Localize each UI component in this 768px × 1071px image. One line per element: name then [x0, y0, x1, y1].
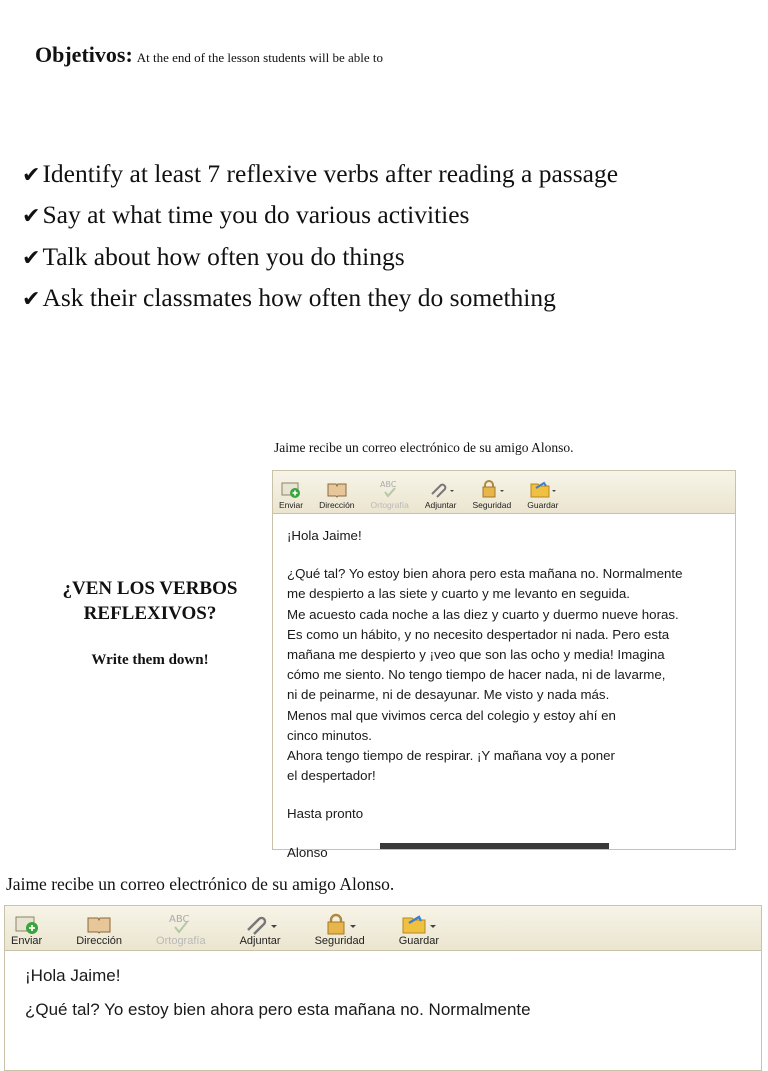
email-toolbar — [272, 470, 736, 514]
paperclip-icon — [428, 478, 454, 500]
send-button[interactable] — [279, 478, 303, 513]
dark-bar — [380, 843, 609, 849]
folder-icon — [401, 913, 437, 935]
save-label: Guardar — [527, 500, 559, 510]
email-line: cómo me siento. No tengo tiempo de hacer nada, ni de lavarme, — [287, 667, 666, 683]
spellcheck-icon — [378, 478, 402, 500]
email-greeting: ¡Hola Jaime! — [25, 966, 121, 985]
address-button[interactable] — [76, 913, 122, 950]
objectives-text: At the end of the lesson students will be able to — [136, 50, 383, 65]
folder-icon — [529, 478, 557, 500]
objectives-list — [22, 154, 618, 319]
email-line: Es como un hábito, y no necesito despertador ni nada. Pero esta — [287, 626, 670, 642]
attach-label: Adjuntar — [424, 500, 457, 510]
send-label: Enviar — [279, 500, 304, 510]
activity-title-line1: ¿VEN LOS VERBOS — [62, 578, 238, 599]
email-toolbar — [4, 905, 762, 951]
svg-text:ABC: ABC — [379, 480, 397, 489]
email-line: Ahora tengo tiempo de respirar. ¡Y mañana voy a poner — [287, 748, 615, 764]
objective-text: Identify at least 7 reflexive verbs after reading a passage — [42, 159, 619, 188]
checkmark-icon: ✔ — [22, 245, 41, 271]
address-book-icon — [326, 478, 348, 500]
email-line: me despierto a las siete y cuarto y me levanto en seguida. — [287, 586, 630, 602]
objective-item — [22, 195, 618, 236]
checkmark-icon: ✔ — [22, 204, 41, 230]
security-button[interactable] — [472, 478, 511, 513]
objective-text: Talk about how often you do things — [42, 241, 405, 271]
objective-text: Say at what time you do various activities — [42, 200, 470, 230]
send-button[interactable] — [11, 913, 42, 950]
activity-title-line2: REFLEXIVOS? — [83, 603, 217, 624]
email-line: mañana me despierto y ¡veo que son las ocho y media! Imagina — [287, 647, 665, 663]
email-intro: Jaime recibe un correo electrónico de su amigo Alonso. — [274, 440, 574, 455]
address-button[interactable] — [319, 478, 354, 513]
svg-text:ABC: ABC — [168, 914, 190, 925]
security-label: Seguridad — [314, 935, 365, 947]
objective-item — [22, 154, 618, 195]
send-icon — [281, 478, 301, 500]
email-figure — [272, 440, 768, 860]
email-body — [4, 951, 762, 1071]
email-line: cinco minutos. — [287, 727, 372, 743]
email-line: Me acuesto cada noche a las diez y cuarto y duermo nueve horas. — [287, 606, 679, 622]
attach-button[interactable] — [240, 913, 281, 950]
objective-text: Ask their classmates how often they do something — [42, 282, 556, 312]
email-figure-enlarged — [0, 874, 768, 1071]
objective-item — [22, 278, 618, 319]
address-book-icon — [86, 913, 112, 935]
activity-instruction: Write them down! — [91, 652, 209, 668]
email-intro: Jaime recibe un correo electrónico de su amigo Alonso. — [6, 874, 395, 894]
spelling-label: Ortografía — [370, 500, 409, 510]
send-label: Enviar — [11, 935, 43, 947]
spellcheck-icon — [166, 913, 196, 935]
send-icon — [15, 913, 39, 935]
save-button[interactable] — [527, 478, 558, 513]
objective-item — [22, 237, 618, 278]
email-line: ¿Qué tal? Yo estoy bien ahora pero esta mañana no. Normalmente — [287, 566, 683, 582]
attach-label: Adjuntar — [239, 935, 281, 947]
attach-button[interactable] — [425, 478, 457, 513]
spelling-button[interactable] — [156, 913, 206, 950]
paperclip-icon — [243, 913, 277, 935]
email-line: Menos mal que vivimos cerca del colegio y estoy ahí en — [287, 707, 616, 723]
security-button[interactable] — [315, 913, 365, 950]
lock-icon — [323, 913, 357, 935]
spelling-button[interactable] — [371, 478, 409, 513]
save-label: Guardar — [398, 935, 440, 947]
email-body — [272, 514, 736, 860]
email-line: el despertador! — [287, 768, 376, 784]
spelling-label: Ortografía — [156, 935, 206, 947]
security-label: Seguridad — [472, 500, 512, 510]
address-label: Dirección — [76, 935, 123, 947]
email-line: ¿Qué tal? Yo estoy bien ahora pero esta mañana no. Normalmente — [25, 1000, 531, 1019]
email-signature: Alonso — [287, 844, 328, 860]
activity-title — [30, 576, 270, 626]
checkmark-icon: ✔ — [22, 286, 41, 312]
objectives-label: Objetivos: — [35, 42, 133, 67]
objectives-header — [35, 42, 383, 68]
checkmark-icon: ✔ — [22, 163, 41, 188]
email-greeting: ¡Hola Jaime! — [287, 528, 362, 543]
address-label: Dirección — [319, 500, 355, 510]
email-line: ni de peinarme, ni de desayunar. Me visto y nada más. — [287, 687, 610, 703]
save-button[interactable] — [399, 913, 439, 950]
lock-icon — [479, 478, 505, 500]
email-closing: Hasta pronto — [287, 806, 364, 822]
